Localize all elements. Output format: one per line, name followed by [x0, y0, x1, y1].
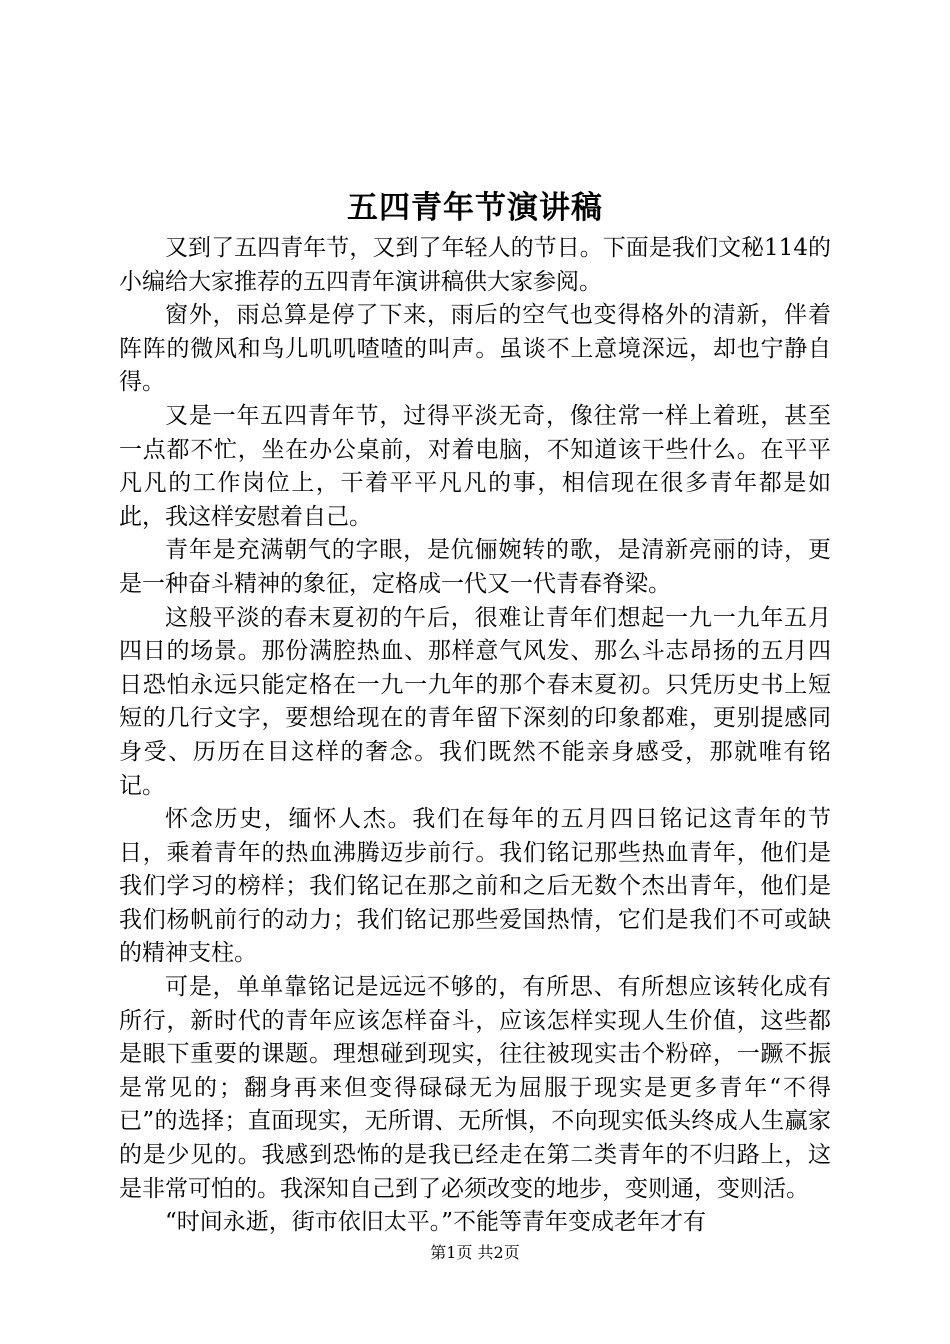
document-body: [119, 232, 831, 1240]
document-title: 五四青年节演讲稿: [347, 190, 603, 226]
paragraph: 这般平淡的春末夏初的午后，很难让青年们想起一九一九年五月四日的场景。那份满腔热血、那样意气风发、那么斗志昂扬的五月四日恐怕永远只能定格在一九一九年的那个春末夏初。只凭历史书上短短的几行文字，要想给现在的青年留下深刻的印象都难，更别提感同身受、历历在目这样的奢念。我们既然不能亲身感受，那就唯有铭记。: [119, 604, 831, 799]
paragraph: 又是一年五四青年节，过得平淡无奇，像往常一样上着班，甚至一点都不忙，坐在办公桌前，对着电脑，不知道该干些什么。在平平凡凡的工作岗位上，干着平平凡凡的事，相信现在很多青年都是如此，我这样安慰着自己。: [119, 402, 831, 530]
paragraph: 青年是充满朝气的字眼，是伉俪婉转的歌，是清新亮丽的诗，更是一种奋斗精神的象征，定格成一代又一代青春脊梁。: [119, 537, 831, 597]
paragraph: 可是，单单靠铭记是远远不够的，有所思、有所想应该转化成有所行，新时代的青年应该怎样奋斗，应该怎样实现人生价值，这些都是眼下重要的课题。理想碰到现实，往往被现实击个粉碎，一蹶不振是常见的；翻身再来但变得碌碌无为屈服于现实是更多青年“不得已”的选择；直面现实，无所谓、无所惧，不向现实低头终成人生赢家的是少见的。我感到恐怖的是我已经走在第二类青年的不归路上，这是非常可怕的。我深知自己到了必须改变的地步，变则通，变则活。: [119, 974, 831, 1202]
paragraph: 又到了五四青年节，又到了年轻人的节日。下面是我们文秘114的小编给大家推荐的五四青年演讲稿供大家参阅。: [119, 235, 831, 295]
page-footer: 第1页 共2页: [430, 1243, 520, 1262]
paragraph: 窗外，雨总算是停了下来，雨后的空气也变得格外的清新，伴着阵阵的微风和鸟儿叽叽喳喳的叫声。虽谈不上意境深远，却也宁静自得。: [119, 302, 831, 396]
paragraph: 怀念历史，缅怀人杰。我们在每年的五月四日铭记这青年的节日，乘着青年的热血沸腾迈步前行。我们铭记那些热血青年，他们是我们学习的榜样；我们铭记在那之前和之后无数个杰出青年，他们是我们杨帆前行的动力；我们铭记那些爱国热情，它们是我们不可或缺的精神支柱。: [119, 806, 831, 967]
paragraph: “时间永逝，街市依旧太平。”不能等青年变成老年才有: [165, 1209, 707, 1236]
